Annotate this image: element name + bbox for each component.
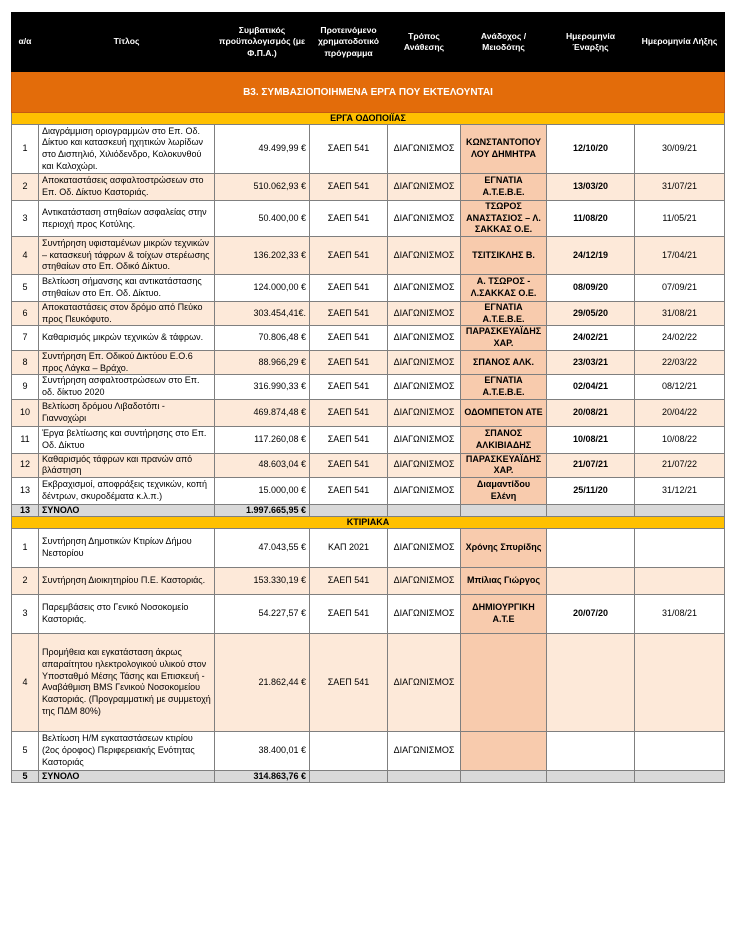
row-end-date: [635, 633, 725, 731]
buildings-total-row: [12, 770, 725, 782]
row-program: ΣΑΕΠ 541: [310, 567, 388, 594]
row-budget: 316.990,33 €: [215, 375, 310, 399]
total-empty-cell: [310, 504, 388, 516]
total-label: ΣΥΝΟΛΟ: [39, 770, 215, 782]
row-end-date: 20/04/22: [635, 399, 725, 426]
row-title: Διαγράμμιση οριογραμμών στο Επ. Οδ. Δίκτυο και κατασκευή ηχητικών λωρίδων στο Δισπηλιό, Χιλιόδενδρο, Κολοκυνθού και Καλοχώρι.: [39, 125, 215, 174]
row-start-date: [547, 567, 635, 594]
row-end-date: 22/03/22: [635, 350, 725, 374]
row-program: ΣΑΕΠ 541: [310, 237, 388, 275]
row-start-date: 20/07/20: [547, 594, 635, 633]
table-row: [12, 125, 725, 174]
row-index: 2: [12, 567, 39, 594]
row-method: ΔΙΑΓΩΝΙΣΜΟΣ: [388, 201, 461, 237]
row-method: ΔΙΑΓΩΝΙΣΜΟΣ: [388, 350, 461, 374]
row-program: ΣΑΕΠ 541: [310, 633, 388, 731]
row-budget: 15.000,00 €: [215, 477, 310, 504]
row-title: Εκβραχισμοί, αποφράξεις τεχνικών, κοπή δέντρων, σκυροδέματα κ.λ.π.): [39, 477, 215, 504]
row-budget: 48.603,04 €: [215, 453, 310, 477]
row-end-date: [635, 731, 725, 770]
row-start-date: 23/03/21: [547, 350, 635, 374]
row-contractor: ΕΓΝΑΤΙΑ Α.Τ.Ε.Β.Ε.: [461, 174, 547, 201]
row-contractor: ΕΓΝΑΤΙΑ Α.Τ.Ε.Β.Ε.: [461, 375, 547, 399]
total-empty-cell: [547, 770, 635, 782]
row-contractor: ΠΑΡΑΣΚΕΥΑΪΔΗΣ ΧΑΡ.: [461, 453, 547, 477]
row-method: ΔΙΑΓΩΝΙΣΜΟΣ: [388, 125, 461, 174]
row-contractor: Α. ΤΣΩΡΟΣ - Λ.ΣΑΚΚΑΣ Ο.Ε.: [461, 275, 547, 302]
row-title: Συντήρηση Δημοτικών Κτιρίων Δήμου Νεστορίου: [39, 528, 215, 567]
table-row: [12, 174, 725, 201]
row-program: ΣΑΕΠ 541: [310, 477, 388, 504]
row-budget: 38.400,01 €: [215, 731, 310, 770]
row-program: ΣΑΕΠ 541: [310, 125, 388, 174]
row-method: ΔΙΑΓΩΝΙΣΜΟΣ: [388, 275, 461, 302]
header-aa: α/α: [12, 13, 39, 72]
row-method: ΔΙΑΓΩΝΙΣΜΟΣ: [388, 237, 461, 275]
header-program: Προτεινόμενο χρηματοδοτικό πρόγραμμα: [310, 13, 388, 72]
row-program: ΣΑΕΠ 541: [310, 375, 388, 399]
row-end-date: 21/07/22: [635, 453, 725, 477]
row-title: Αντικατάσταση στηθαίων ασφαλείας στην περιοχή προς Κοτύλης.: [39, 201, 215, 237]
total-label: ΣΥΝΟΛΟ: [39, 504, 215, 516]
row-start-date: 29/05/20: [547, 302, 635, 326]
row-start-date: [547, 528, 635, 567]
row-start-date: 08/09/20: [547, 275, 635, 302]
row-start-date: 24/12/19: [547, 237, 635, 275]
total-empty-cell: [461, 504, 547, 516]
row-program: [310, 731, 388, 770]
total-empty-cell: [635, 504, 725, 516]
row-budget: 47.043,55 €: [215, 528, 310, 567]
row-budget: 21.862,44 €: [215, 633, 310, 731]
row-title: Συντήρηση υφισταμένων μικρών τεχνικών – κατασκευή τάφρων & τοίχων στερέωσης στηθαίων στο Επ. Οδικό Δίκτυο.: [39, 237, 215, 275]
row-start-date: 20/08/21: [547, 399, 635, 426]
row-title: Συντήρηση Επ. Οδικού Δικτύου Ε.Ο.6 προς Λάγκα – Βράχο.: [39, 350, 215, 374]
row-end-date: 17/04/21: [635, 237, 725, 275]
row-end-date: 11/05/21: [635, 201, 725, 237]
row-method: ΔΙΑΓΩΝΙΣΜΟΣ: [388, 399, 461, 426]
row-method: ΔΙΑΓΩΝΙΣΜΟΣ: [388, 426, 461, 453]
row-contractor: ΠΑΡΑΣΚΕΥΑΪΔΗΣ ΧΑΡ.: [461, 326, 547, 350]
row-contractor: ΚΩΝΣΤΑΝΤΟΠΟΥ ΛΟΥ ΔΗΜΗΤΡΑ: [461, 125, 547, 174]
row-program: ΣΑΕΠ 541: [310, 594, 388, 633]
row-program: ΣΑΕΠ 541: [310, 174, 388, 201]
header-start-date: Ημερομηνία Έναρξης: [547, 13, 635, 72]
row-start-date: [547, 633, 635, 731]
row-contractor: ΔΗΜΙΟΥΡΓΙΚΗ Α.Τ.Ε: [461, 594, 547, 633]
row-title: Προμήθεια και εγκατάσταση άκρως απαραίτητου ηλεκτρολογικού υλικού στον Υποσταθμό Μέσης Τάσης και Επισκευή - Αναβάθμιση BMS Γενικού Νοσοκομείου Καστοριάς. (Προγραμματική με συμμετοχή της ΠΔΜ 80%): [39, 633, 215, 731]
table-row: [12, 302, 725, 326]
row-title: Καθαρισμός μικρών τεχνικών & τάφρων.: [39, 326, 215, 350]
table-row: [12, 633, 725, 731]
row-method: ΔΙΑΓΩΝΙΣΜΟΣ: [388, 477, 461, 504]
row-contractor: ΤΣΙΤΣΙΚΛΗΣ Β.: [461, 237, 547, 275]
row-contractor: ΤΣΩΡΟΣ ΑΝΑΣΤΑΣΙΟΣ – Λ. ΣΑΚΚΑΣ Ο.Ε.: [461, 201, 547, 237]
total-empty-cell: [635, 770, 725, 782]
row-end-date: [635, 567, 725, 594]
row-contractor: ΟΔΟΜΠΕΤΟΝ ΑΤΕ: [461, 399, 547, 426]
row-index: 2: [12, 174, 39, 201]
row-contractor: Διαμαντίδου Ελένη: [461, 477, 547, 504]
table-row: [12, 567, 725, 594]
row-index: 11: [12, 426, 39, 453]
row-budget: 469.874,48 €: [215, 399, 310, 426]
row-budget: 117.260,08 €: [215, 426, 310, 453]
row-title: Βελτίωση δρόμου Λιβαδοτόπι - Γιαννοχώρι: [39, 399, 215, 426]
row-program: ΚΑΠ 2021: [310, 528, 388, 567]
row-method: ΔΙΑΓΩΝΙΣΜΟΣ: [388, 375, 461, 399]
header-contractor: Ανάδοχος / Μειοδότης: [461, 13, 547, 72]
table-row: [12, 237, 725, 275]
row-method: ΔΙΑΓΩΝΙΣΜΟΣ: [388, 594, 461, 633]
row-program: ΣΑΕΠ 541: [310, 426, 388, 453]
row-start-date: 21/07/21: [547, 453, 635, 477]
row-method: ΔΙΑΓΩΝΙΣΜΟΣ: [388, 174, 461, 201]
total-amount: 1.997.665,95 €: [215, 504, 310, 516]
row-title: Αποκαταστάσεις ασφαλτοστρώσεων στο Επ. Οδ. Δίκτυο Καστοριάς.: [39, 174, 215, 201]
row-program: ΣΑΕΠ 541: [310, 399, 388, 426]
row-method: ΔΙΑΓΩΝΙΣΜΟΣ: [388, 453, 461, 477]
header-row: [12, 13, 725, 72]
row-end-date: 08/12/21: [635, 375, 725, 399]
table-row: [12, 426, 725, 453]
row-contractor: ΣΠΑΝΟΣ ΑΛΚ.: [461, 350, 547, 374]
row-end-date: 31/12/21: [635, 477, 725, 504]
row-method: ΔΙΑΓΩΝΙΣΜΟΣ: [388, 528, 461, 567]
row-end-date: 31/08/21: [635, 594, 725, 633]
row-method: ΔΙΑΓΩΝΙΣΜΟΣ: [388, 633, 461, 731]
row-budget: 510.062,93 €: [215, 174, 310, 201]
row-program: ΣΑΕΠ 541: [310, 350, 388, 374]
row-end-date: 31/07/21: [635, 174, 725, 201]
roads-section-title: ΕΡΓΑ ΟΔΟΠΟΙΪΑΣ: [12, 113, 725, 125]
roads-section-row: [12, 113, 725, 125]
row-program: ΣΑΕΠ 541: [310, 302, 388, 326]
row-index: 1: [12, 125, 39, 174]
row-budget: 303.454,41€.: [215, 302, 310, 326]
row-index: 4: [12, 633, 39, 731]
row-budget: 153.330,19 €: [215, 567, 310, 594]
row-end-date: [635, 528, 725, 567]
works-table: [11, 12, 725, 783]
row-contractor: ΕΓΝΑΤΙΑ Α.Τ.Ε.Β.Ε.: [461, 302, 547, 326]
row-index: 5: [12, 275, 39, 302]
row-end-date: 07/09/21: [635, 275, 725, 302]
row-end-date: 31/08/21: [635, 302, 725, 326]
row-method: ΔΙΑΓΩΝΙΣΜΟΣ: [388, 731, 461, 770]
row-start-date: 25/11/20: [547, 477, 635, 504]
row-index: 4: [12, 237, 39, 275]
row-budget: 49.499,99 €: [215, 125, 310, 174]
total-empty-cell: [388, 504, 461, 516]
row-end-date: 10/08/22: [635, 426, 725, 453]
row-budget: 50.400,00 €: [215, 201, 310, 237]
buildings-section-row: [12, 516, 725, 528]
row-method: ΔΙΑΓΩΝΙΣΜΟΣ: [388, 567, 461, 594]
row-index: 1: [12, 528, 39, 567]
row-title: Βελτίωση Η/Μ εγκαταστάσεων κτιρίου (2ος όροφος) Περιφερειακής Ενότητας Καστοριάς: [39, 731, 215, 770]
row-title: Συντήρηση ασφαλτοστρώσεων στο Επ. οδ. δίκτυο 2020: [39, 375, 215, 399]
total-count: 5: [12, 770, 39, 782]
row-title: Βελτίωση σήμανσης και αντικατάστασης στηθαίων στο Επ. Οδ. Δίκτυο.: [39, 275, 215, 302]
buildings-section-title: ΚΤΙΡΙΑΚΑ: [12, 516, 725, 528]
row-budget: 70.806,48 €: [215, 326, 310, 350]
row-contractor: [461, 731, 547, 770]
row-title: Παρεμβάσεις στο Γενικό Νοσοκομείο Καστοριάς.: [39, 594, 215, 633]
row-contractor: [461, 633, 547, 731]
row-end-date: 30/09/21: [635, 125, 725, 174]
row-index: 7: [12, 326, 39, 350]
row-budget: 124.000,00 €: [215, 275, 310, 302]
table-row: [12, 375, 725, 399]
row-title: Έργα βελτίωσης και συντήρησης στο Επ. Οδ. Δίκτυο: [39, 426, 215, 453]
table-row: [12, 275, 725, 302]
row-contractor: Μπίλιας Γιώργος: [461, 567, 547, 594]
row-contractor: Χρόνης Σπυρίδης: [461, 528, 547, 567]
row-start-date: 02/04/21: [547, 375, 635, 399]
header-title: Τίτλος: [39, 13, 215, 72]
table-row: [12, 326, 725, 350]
row-method: ΔΙΑΓΩΝΙΣΜΟΣ: [388, 326, 461, 350]
table-row: [12, 201, 725, 237]
total-empty-cell: [461, 770, 547, 782]
total-empty-cell: [547, 504, 635, 516]
total-empty-cell: [388, 770, 461, 782]
row-index: 3: [12, 201, 39, 237]
table-row: [12, 477, 725, 504]
roads-total-row: [12, 504, 725, 516]
row-end-date: 24/02/22: [635, 326, 725, 350]
row-program: ΣΑΕΠ 541: [310, 326, 388, 350]
row-start-date: 11/08/20: [547, 201, 635, 237]
row-program: ΣΑΕΠ 541: [310, 275, 388, 302]
row-index: 13: [12, 477, 39, 504]
row-budget: 88.966,29 €: [215, 350, 310, 374]
total-count: 13: [12, 504, 39, 516]
row-index: 6: [12, 302, 39, 326]
row-budget: 136.202,33 €: [215, 237, 310, 275]
row-title: Καθαρισμός τάφρων και πρανών από βλάστηση: [39, 453, 215, 477]
header-budget: Συμβατικός προϋπολογισμός (με Φ.Π.Α.): [215, 13, 310, 72]
row-title: Συντήρηση Διοικητηρίου Π.Ε. Καστοριάς.: [39, 567, 215, 594]
row-start-date: 13/03/20: [547, 174, 635, 201]
row-index: 12: [12, 453, 39, 477]
total-amount: 314.863,76 €: [215, 770, 310, 782]
row-index: 3: [12, 594, 39, 633]
row-start-date: 10/08/21: [547, 426, 635, 453]
table-row: [12, 453, 725, 477]
table-row: [12, 594, 725, 633]
header-end-date: Ημερομηνία Λήξης: [635, 13, 725, 72]
row-index: 5: [12, 731, 39, 770]
row-method: ΔΙΑΓΩΝΙΣΜΟΣ: [388, 302, 461, 326]
table-row: [12, 399, 725, 426]
row-budget: 54.227,57 €: [215, 594, 310, 633]
total-empty-cell: [310, 770, 388, 782]
row-index: 8: [12, 350, 39, 374]
table-row: [12, 350, 725, 374]
row-start-date: 24/02/21: [547, 326, 635, 350]
banner-row: [12, 72, 725, 113]
table-row: [12, 528, 725, 567]
header-method: Τρόπος Ανάθεσης: [388, 13, 461, 72]
row-contractor: ΣΠΑΝΟΣ ΑΛΚΙΒΙΑΔΗΣ: [461, 426, 547, 453]
row-start-date: [547, 731, 635, 770]
row-index: 9: [12, 375, 39, 399]
row-program: ΣΑΕΠ 541: [310, 453, 388, 477]
section-banner: Β3. ΣΥΜΒΑΣΙΟΠΟΙΗΜΕΝΑ ΕΡΓΑ ΠΟΥ ΕΚΤΕΛΟΥΝΤΑΙ: [12, 72, 725, 113]
row-title: Αποκαταστάσεις στον δρόμο από Πεύκο προς Πευκόφυτο.: [39, 302, 215, 326]
row-program: ΣΑΕΠ 541: [310, 201, 388, 237]
row-index: 10: [12, 399, 39, 426]
row-start-date: 12/10/20: [547, 125, 635, 174]
table-row: [12, 731, 725, 770]
